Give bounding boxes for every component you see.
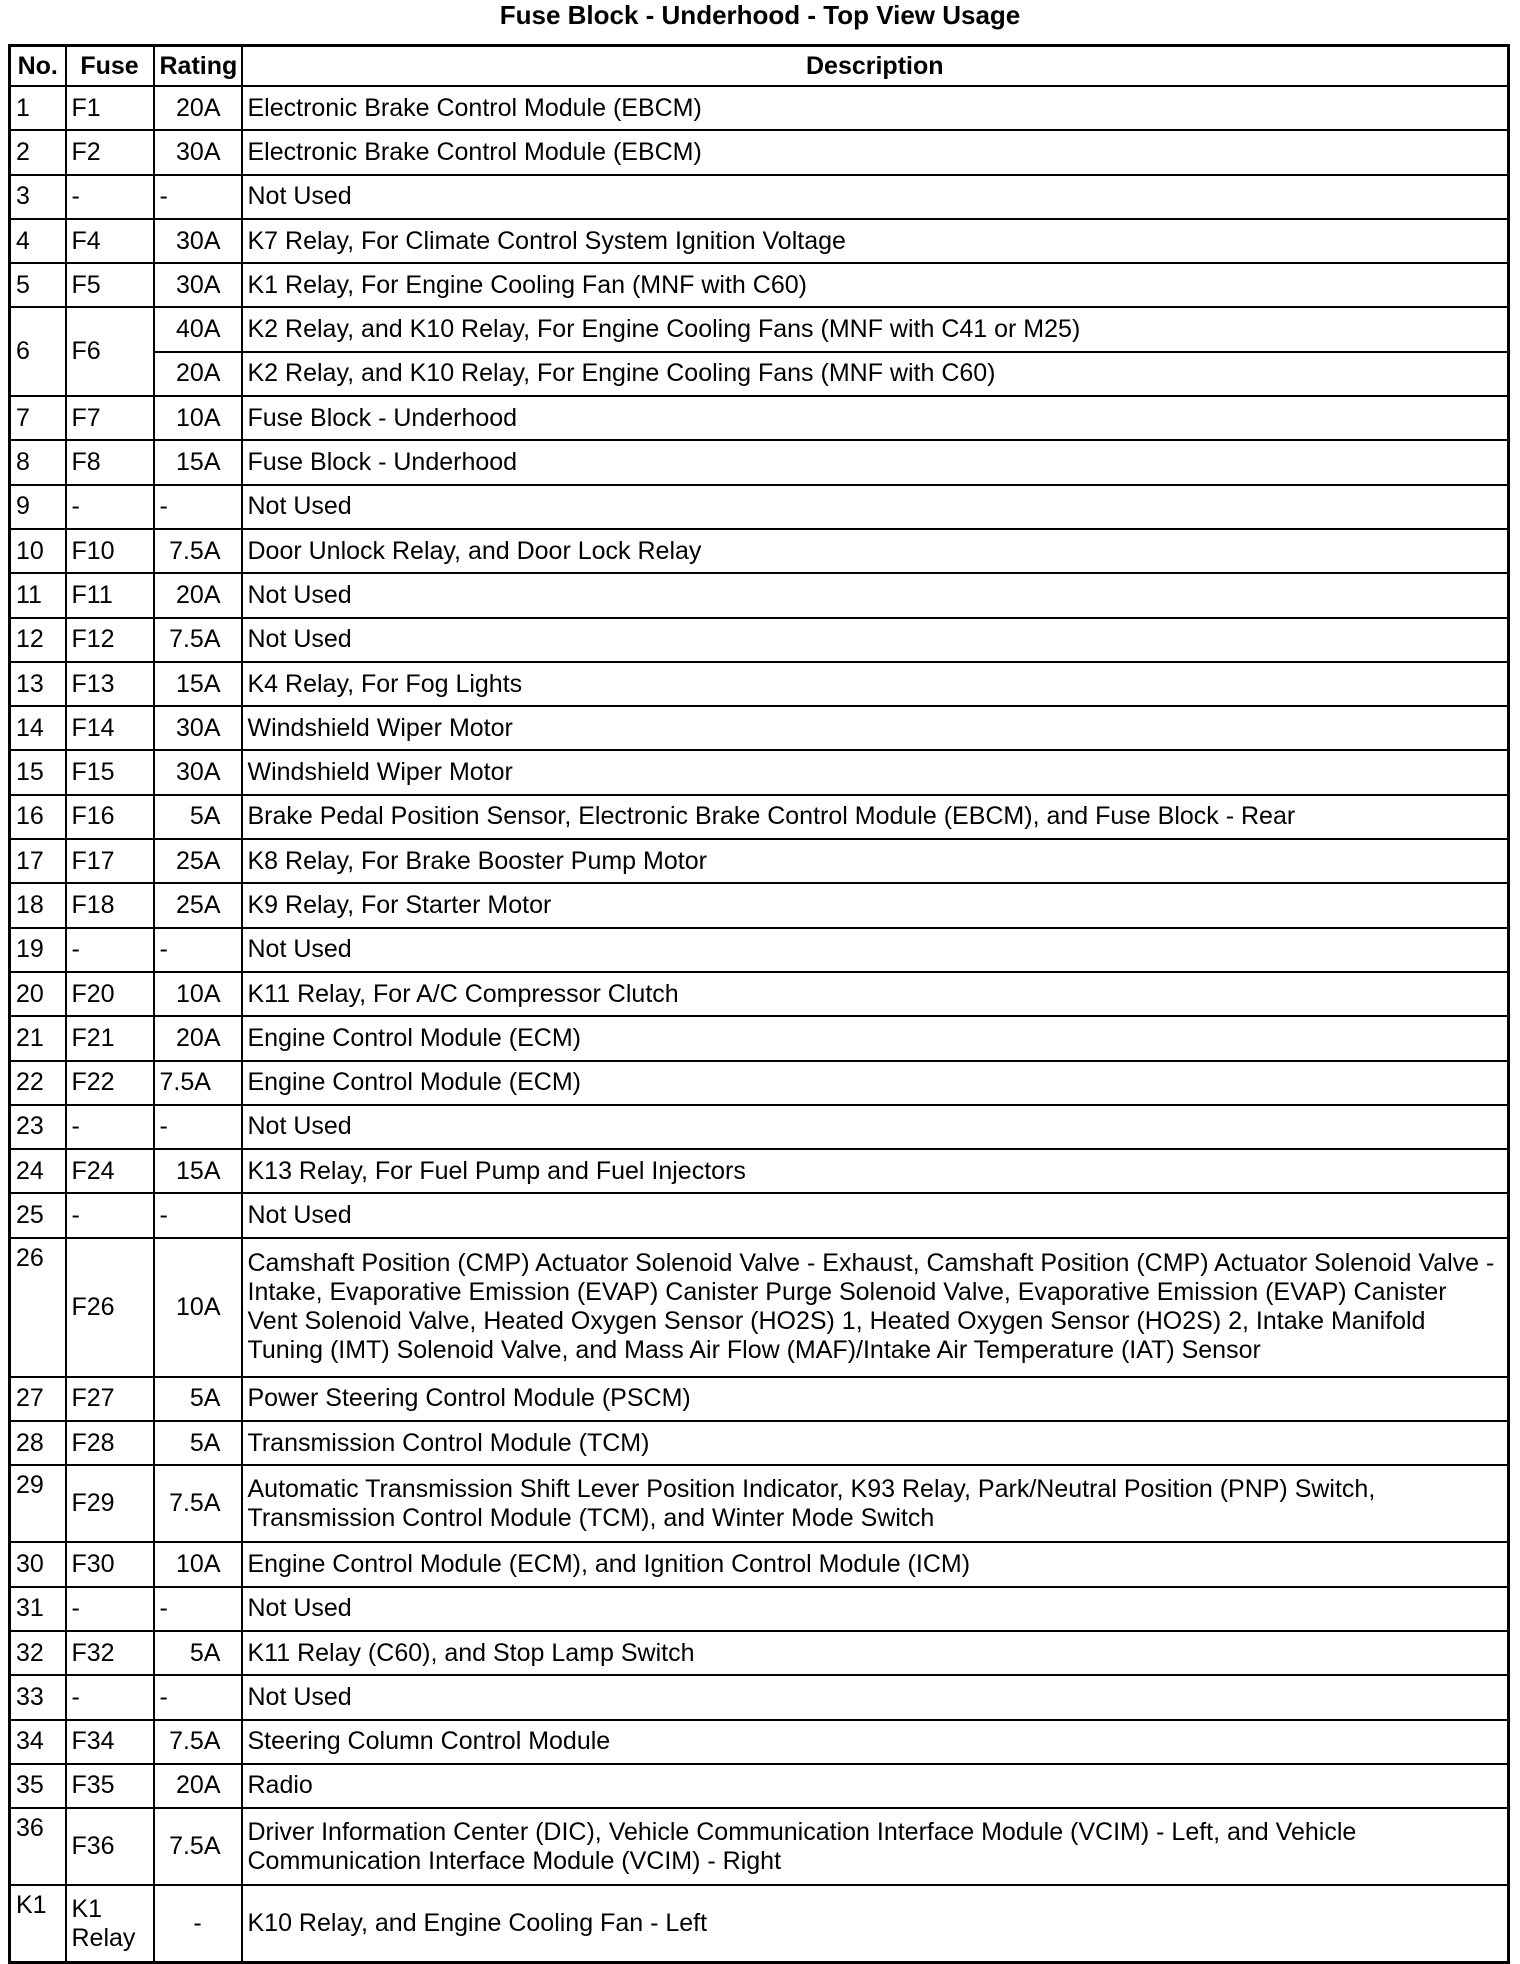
cell-fuse: F20 xyxy=(66,972,154,1016)
cell-rating: 5A xyxy=(154,1421,242,1465)
cell-fuse: F16 xyxy=(66,795,154,839)
cell-rating: 7.5A xyxy=(154,1465,242,1542)
cell-description: Driver Information Center (DIC), Vehicle Communication Interface Module (VCIM) - Left, and Vehicle Communication Interface Module (VCIM) - Right xyxy=(242,1808,1509,1885)
cell-fuse: F36 xyxy=(66,1808,154,1885)
table-row xyxy=(10,662,1509,706)
cell-rating: - xyxy=(154,485,242,529)
cell-description: Camshaft Position (CMP) Actuator Solenoid Valve - Exhaust, Camshaft Position (CMP) Actuator Solenoid Valve - Intake, Evaporative Emission (EVAP) Canister Purge Solenoid Valve, Evaporative Emission (EVAP) Canister Vent Solenoid Valve, Heated Oxygen Sensor (HO2S) 1, Heated Oxygen Sensor (HO2S) 2, Intake Manifold Tuning (IMT) Solenoid Valve, and Mass Air Flow (MAF)/Intake Air Temperature (IAT) Sensor xyxy=(242,1238,1509,1377)
table-row xyxy=(10,1675,1509,1719)
cell-no: 21 xyxy=(10,1016,66,1060)
cell-description: K13 Relay, For Fuel Pump and Fuel Injectors xyxy=(242,1149,1509,1193)
cell-fuse: F24 xyxy=(66,1149,154,1193)
cell-fuse: F18 xyxy=(66,883,154,927)
cell-fuse: F10 xyxy=(66,529,154,573)
table-row xyxy=(10,1764,1509,1808)
cell-description: Fuse Block - Underhood xyxy=(242,396,1509,440)
cell-no: 15 xyxy=(10,750,66,794)
header-description: Description xyxy=(242,46,1509,87)
cell-description: K10 Relay, and Engine Cooling Fan - Left xyxy=(242,1885,1509,1963)
cell-fuse: F1 xyxy=(66,86,154,130)
cell-rating: 7.5A xyxy=(154,618,242,662)
table-row xyxy=(10,1061,1509,1105)
cell-description: Windshield Wiper Motor xyxy=(242,706,1509,750)
cell-fuse: F26 xyxy=(66,1238,154,1377)
cell-description: Steering Column Control Module xyxy=(242,1720,1509,1764)
cell-rating: 25A xyxy=(154,839,242,883)
table-row xyxy=(10,263,1509,307)
cell-rating: 10A xyxy=(154,1542,242,1586)
cell-fuse: F30 xyxy=(66,1542,154,1586)
table-row xyxy=(10,1720,1509,1764)
cell-fuse: - xyxy=(66,1587,154,1631)
table-row xyxy=(10,175,1509,219)
cell-fuse: F12 xyxy=(66,618,154,662)
cell-description: Automatic Transmission Shift Lever Position Indicator, K93 Relay, Park/Neutral Position (PNP) Switch, Transmission Control Module (TCM), and Winter Mode Switch xyxy=(242,1465,1509,1542)
cell-no: 5 xyxy=(10,263,66,307)
cell-rating: 20A xyxy=(154,86,242,130)
cell-no: 32 xyxy=(10,1631,66,1675)
cell-no: 20 xyxy=(10,972,66,1016)
cell-rating: 10A xyxy=(154,972,242,1016)
cell-no: 36 xyxy=(10,1808,66,1885)
cell-rating: 5A xyxy=(154,1377,242,1421)
cell-rating: 5A xyxy=(154,1631,242,1675)
cell-rating: 30A xyxy=(154,130,242,174)
table-row xyxy=(10,352,1509,396)
cell-rating: 10A xyxy=(154,396,242,440)
cell-description: K9 Relay, For Starter Motor xyxy=(242,883,1509,927)
cell-rating: 30A xyxy=(154,219,242,263)
table-row xyxy=(10,1193,1509,1237)
cell-description: Engine Control Module (ECM) xyxy=(242,1061,1509,1105)
cell-description: Door Unlock Relay, and Door Lock Relay xyxy=(242,529,1509,573)
cell-fuse: F35 xyxy=(66,1764,154,1808)
table-row xyxy=(10,1587,1509,1631)
cell-description: Engine Control Module (ECM), and Ignition Control Module (ICM) xyxy=(242,1542,1509,1586)
table-row xyxy=(10,972,1509,1016)
cell-no: 25 xyxy=(10,1193,66,1237)
cell-rating: 7.5A xyxy=(154,1061,242,1105)
cell-description: K7 Relay, For Climate Control System Ignition Voltage xyxy=(242,219,1509,263)
cell-rating: 30A xyxy=(154,706,242,750)
cell-no: 3 xyxy=(10,175,66,219)
cell-fuse: F21 xyxy=(66,1016,154,1060)
table-row xyxy=(10,485,1509,529)
cell-description: K11 Relay, For A/C Compressor Clutch xyxy=(242,972,1509,1016)
cell-no: 2 xyxy=(10,130,66,174)
page-title: Fuse Block - Underhood - Top View Usage xyxy=(499,0,1021,30)
cell-rating: 7.5A xyxy=(154,1808,242,1885)
header-rating: Rating xyxy=(154,46,242,87)
cell-description: Transmission Control Module (TCM) xyxy=(242,1421,1509,1465)
table-row xyxy=(10,573,1509,617)
cell-rating: 5A xyxy=(154,795,242,839)
fuse-table-wrapper xyxy=(8,44,1510,1964)
table-row xyxy=(10,795,1509,839)
cell-fuse: F6 xyxy=(66,307,154,396)
table-header-row xyxy=(10,46,1509,87)
cell-fuse: F34 xyxy=(66,1720,154,1764)
cell-no: 18 xyxy=(10,883,66,927)
cell-description: Not Used xyxy=(242,618,1509,662)
cell-description: K8 Relay, For Brake Booster Pump Motor xyxy=(242,839,1509,883)
cell-rating: 40A xyxy=(154,307,242,351)
table-row xyxy=(10,440,1509,484)
cell-no: 33 xyxy=(10,1675,66,1719)
cell-fuse: - xyxy=(66,1193,154,1237)
table-row xyxy=(10,396,1509,440)
table-row xyxy=(10,1421,1509,1465)
table-row xyxy=(10,1016,1509,1060)
cell-no: 22 xyxy=(10,1061,66,1105)
cell-fuse: F4 xyxy=(66,219,154,263)
cell-description: Brake Pedal Position Sensor, Electronic Brake Control Module (EBCM), and Fuse Block - Rear xyxy=(242,795,1509,839)
table-row xyxy=(10,86,1509,130)
cell-no: 28 xyxy=(10,1421,66,1465)
cell-fuse: - xyxy=(66,1675,154,1719)
cell-description: Not Used xyxy=(242,1675,1509,1719)
cell-description: K2 Relay, and K10 Relay, For Engine Cooling Fans (MNF with C41 or M25) xyxy=(242,307,1509,351)
cell-no: 35 xyxy=(10,1764,66,1808)
table-row xyxy=(10,839,1509,883)
table-body xyxy=(10,86,1509,1963)
table-row xyxy=(10,219,1509,263)
cell-rating: 20A xyxy=(154,573,242,617)
cell-fuse: F32 xyxy=(66,1631,154,1675)
cell-no: 31 xyxy=(10,1587,66,1631)
cell-no: 29 xyxy=(10,1465,66,1542)
cell-rating: 30A xyxy=(154,750,242,794)
cell-no: 13 xyxy=(10,662,66,706)
cell-description: Not Used xyxy=(242,1587,1509,1631)
cell-fuse: F7 xyxy=(66,396,154,440)
cell-rating: 20A xyxy=(154,1016,242,1060)
table-row xyxy=(10,1377,1509,1421)
cell-fuse: - xyxy=(66,928,154,972)
cell-rating: 15A xyxy=(154,440,242,484)
cell-description: Not Used xyxy=(242,175,1509,219)
table-row xyxy=(10,1105,1509,1149)
cell-rating: - xyxy=(154,1885,242,1963)
cell-rating: 25A xyxy=(154,883,242,927)
table-row xyxy=(10,1149,1509,1193)
cell-no: 30 xyxy=(10,1542,66,1586)
cell-rating: 7.5A xyxy=(154,1720,242,1764)
cell-rating: 20A xyxy=(154,1764,242,1808)
header-no: No. xyxy=(10,46,66,87)
table-row xyxy=(10,618,1509,662)
cell-description: Power Steering Control Module (PSCM) xyxy=(242,1377,1509,1421)
table-row xyxy=(10,706,1509,750)
cell-fuse: F29 xyxy=(66,1465,154,1542)
cell-no: 8 xyxy=(10,440,66,484)
cell-fuse: F22 xyxy=(66,1061,154,1105)
cell-no: 10 xyxy=(10,529,66,573)
cell-rating: 30A xyxy=(154,263,242,307)
table-row xyxy=(10,1885,1509,1963)
cell-fuse: F2 xyxy=(66,130,154,174)
fuse-table xyxy=(8,44,1510,1964)
cell-fuse: - xyxy=(66,1105,154,1149)
table-row xyxy=(10,883,1509,927)
cell-no: 12 xyxy=(10,618,66,662)
cell-no: 24 xyxy=(10,1149,66,1193)
table-row xyxy=(10,1465,1509,1542)
cell-fuse: F15 xyxy=(66,750,154,794)
cell-description: K11 Relay (C60), and Stop Lamp Switch xyxy=(242,1631,1509,1675)
cell-no: 1 xyxy=(10,86,66,130)
cell-no: 26 xyxy=(10,1238,66,1377)
header-fuse: Fuse xyxy=(66,46,154,87)
table-row xyxy=(10,1238,1509,1377)
cell-description: Not Used xyxy=(242,485,1509,529)
cell-rating: - xyxy=(154,1587,242,1631)
cell-fuse: F14 xyxy=(66,706,154,750)
table-row xyxy=(10,750,1509,794)
cell-description: Windshield Wiper Motor xyxy=(242,750,1509,794)
cell-fuse: - xyxy=(66,485,154,529)
cell-description: K1 Relay, For Engine Cooling Fan (MNF with C60) xyxy=(242,263,1509,307)
cell-description: Engine Control Module (ECM) xyxy=(242,1016,1509,1060)
cell-description: Electronic Brake Control Module (EBCM) xyxy=(242,86,1509,130)
cell-no: 34 xyxy=(10,1720,66,1764)
cell-fuse: - xyxy=(66,175,154,219)
cell-fuse: K1 Relay xyxy=(66,1885,154,1963)
table-row xyxy=(10,1808,1509,1885)
cell-no: 6 xyxy=(10,307,66,396)
cell-rating: - xyxy=(154,1675,242,1719)
cell-fuse: F5 xyxy=(66,263,154,307)
cell-no: 4 xyxy=(10,219,66,263)
cell-rating: 7.5A xyxy=(154,529,242,573)
cell-rating: 15A xyxy=(154,662,242,706)
cell-description: K4 Relay, For Fog Lights xyxy=(242,662,1509,706)
cell-fuse: F8 xyxy=(66,440,154,484)
cell-no: K1 xyxy=(10,1885,66,1963)
cell-fuse: F13 xyxy=(66,662,154,706)
cell-no: 17 xyxy=(10,839,66,883)
cell-no: 19 xyxy=(10,928,66,972)
cell-description: K2 Relay, and K10 Relay, For Engine Cooling Fans (MNF with C60) xyxy=(242,352,1509,396)
cell-fuse: F28 xyxy=(66,1421,154,1465)
cell-rating: - xyxy=(154,1105,242,1149)
table-row xyxy=(10,529,1509,573)
cell-no: 7 xyxy=(10,396,66,440)
table-row xyxy=(10,307,1509,351)
table-row xyxy=(10,928,1509,972)
cell-rating: 10A xyxy=(154,1238,242,1377)
cell-no: 23 xyxy=(10,1105,66,1149)
cell-fuse: F17 xyxy=(66,839,154,883)
cell-description: Electronic Brake Control Module (EBCM) xyxy=(242,130,1509,174)
cell-description: Fuse Block - Underhood xyxy=(242,440,1509,484)
cell-description: Radio xyxy=(242,1764,1509,1808)
cell-rating: 20A xyxy=(154,352,242,396)
table-row xyxy=(10,1542,1509,1586)
cell-no: 27 xyxy=(10,1377,66,1421)
cell-rating: - xyxy=(154,928,242,972)
table-row xyxy=(10,130,1509,174)
cell-fuse: F27 xyxy=(66,1377,154,1421)
table-row xyxy=(10,1631,1509,1675)
cell-description: Not Used xyxy=(242,573,1509,617)
cell-description: Not Used xyxy=(242,1105,1509,1149)
cell-no: 14 xyxy=(10,706,66,750)
cell-fuse: F11 xyxy=(66,573,154,617)
cell-description: Not Used xyxy=(242,928,1509,972)
cell-rating: 15A xyxy=(154,1149,242,1193)
cell-description: Not Used xyxy=(242,1193,1509,1237)
cell-no: 9 xyxy=(10,485,66,529)
cell-rating: - xyxy=(154,175,242,219)
cell-no: 11 xyxy=(10,573,66,617)
cell-no: 16 xyxy=(10,795,66,839)
cell-rating: - xyxy=(154,1193,242,1237)
